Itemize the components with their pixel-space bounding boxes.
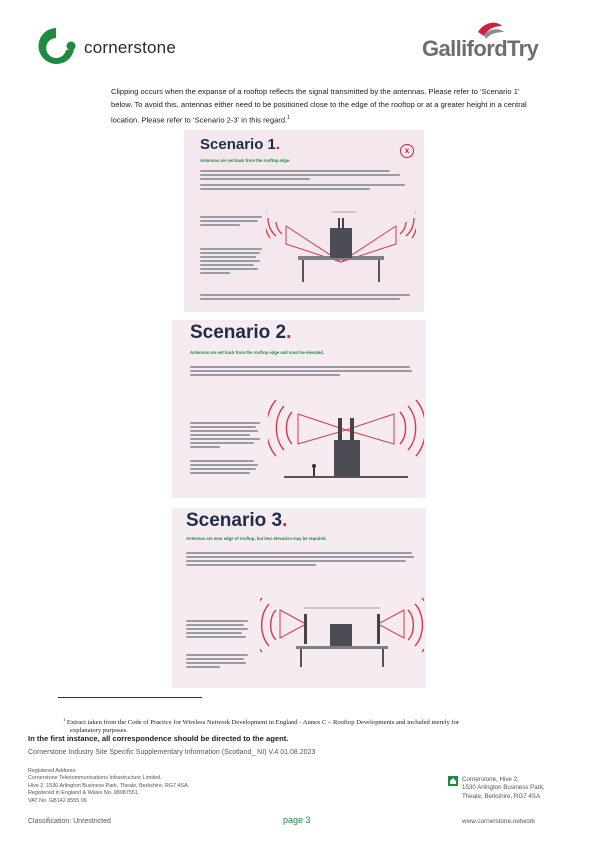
footnote	[58, 716, 546, 735]
website-link[interactable]: www.cornerstone.network	[462, 818, 536, 825]
scenario-2-figure	[172, 320, 426, 498]
footnote-ref: 1	[287, 114, 290, 121]
scenario-2-diagram	[268, 384, 424, 494]
footnote-divider	[58, 697, 202, 698]
classification-label: Classification: Unrestricted	[28, 818, 111, 825]
scenario-1-diagram	[266, 204, 416, 286]
scenario-1-subtitle: Antennas are set back from the rooftop edge.	[200, 158, 291, 163]
registered-address: Registered Address: Cornerstone Telecommunications Infrastructure Limited. Hive 2, 1530 Arlington Business Park, Theale, Berkshire, RG7 4SA. Registered in England & Wales No. 08087551. VAT No. GB142 8555 06	[28, 768, 190, 804]
scenario-3-figure	[172, 508, 426, 688]
scenario-1-figure	[184, 130, 424, 312]
scenario-2-subtitle: Antennas are set back from the rooftop edge and must be elevated.	[190, 350, 325, 355]
scenario-3-diagram	[260, 594, 424, 684]
document-reference: Cornerstone Industry Site Specific Supplementary Information (Scotland_ NI) V.4 01.08.2023	[28, 749, 316, 756]
footnote-number: 1	[63, 717, 66, 722]
scenario-3-title: Scenario 3.	[186, 510, 288, 531]
office-address: Cornerstone, Hive 2, 1530 Arlington Business Park, Theale, Berkshire, RG7 4SA	[462, 776, 545, 800]
close-icon: x	[400, 144, 414, 158]
footnote-line-2: explanatory purposes.	[70, 727, 128, 735]
correspondence-note: In the first instance, all correspondence should be directed to the agent.	[28, 734, 289, 743]
cornerstone-logo-text: cornerstone	[84, 38, 176, 57]
intro-paragraph	[111, 85, 541, 127]
scenario-3-subtitle: Antennas are near edge of rooftop, but less elevation may be required.	[186, 536, 327, 541]
intro-text: Clipping occurs when the expanse of a rooftop reflects the signal transmitted by the antennas. Please refer to ‘Scenario 1’ below. To avoid this, antennas either need to be positioned close to the edge of the rooftop or at a greater height in a central location. Please refer to ‘Scenario 2-3’ in this regard.	[111, 87, 527, 125]
galliford-try-logo-text: GallifordTry	[422, 36, 539, 61]
scenario-2-title: Scenario 2.	[190, 322, 292, 343]
page-number: page 3	[283, 815, 311, 825]
footnote-line-1: Extract taken from the Code of Practice for Wireless Network Development in England - Annex C – Rooftop Developments and included merely for	[66, 719, 460, 727]
scenario-1-title: Scenario 1.	[200, 136, 281, 153]
home-icon	[448, 776, 458, 786]
